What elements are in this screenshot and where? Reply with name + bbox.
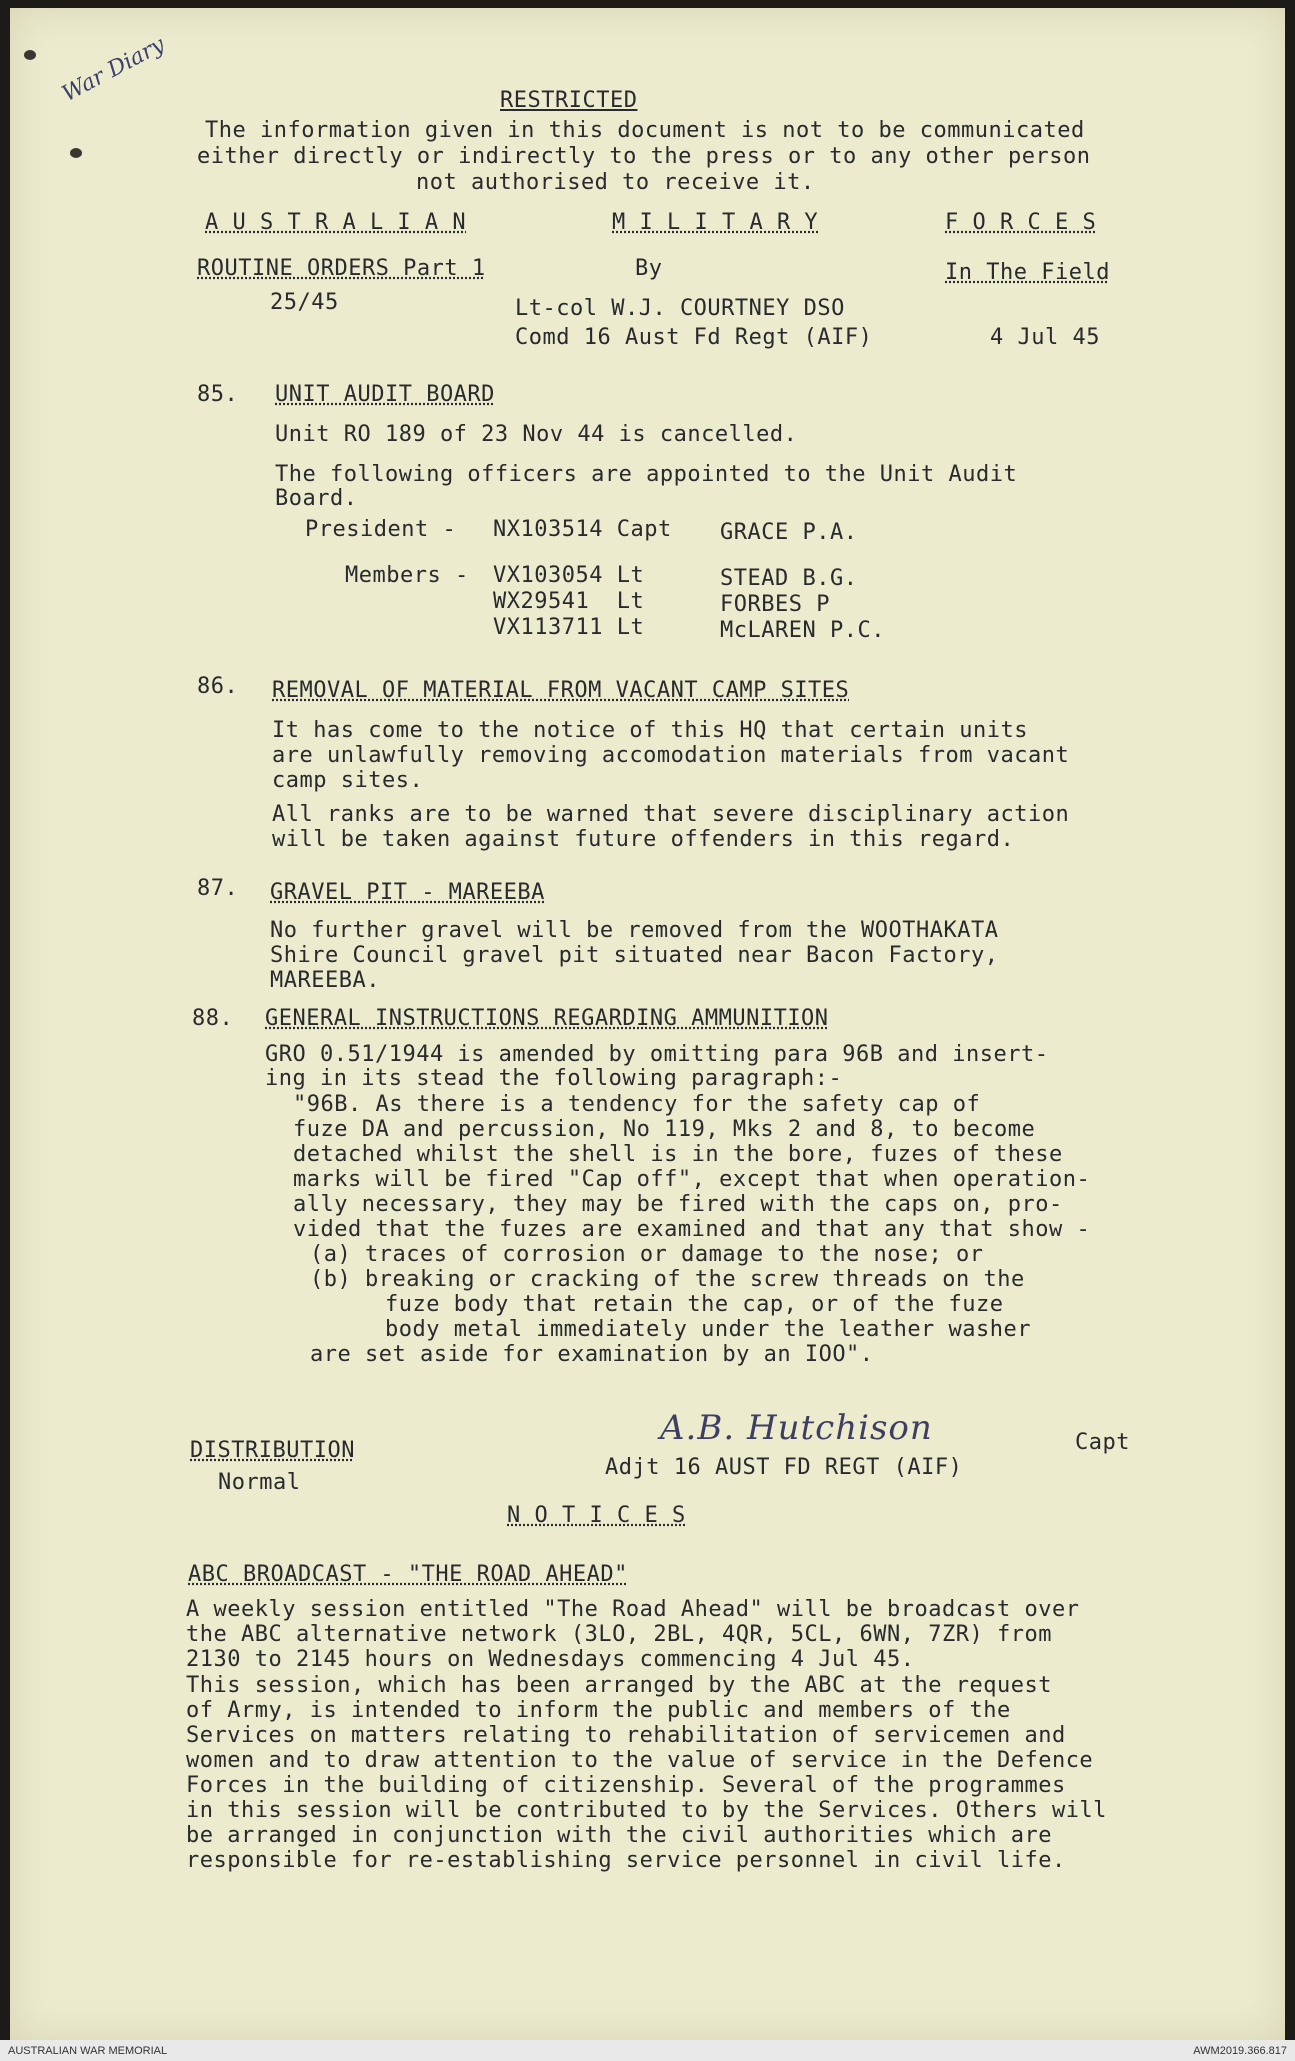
notice-line: The information given in this document is not to be communicated xyxy=(205,118,1085,143)
order-87-line: No further gravel will be removed from the WOOTHAKATA xyxy=(270,918,999,943)
order-85-line: Unit RO 189 of 23 Nov 44 is cancelled. xyxy=(275,422,798,447)
order-88-line: ally necessary, they may be fired with the caps on, pro- xyxy=(293,1192,1063,1217)
member-number: VX103054 Lt xyxy=(493,563,645,588)
routine-orders: ROUTINE ORDERS Part 1 xyxy=(197,256,486,281)
signatory-rank: Capt xyxy=(1075,1430,1130,1455)
member-name: FORBES P xyxy=(720,592,830,617)
order-88-line: marks will be fired "Cap off", except that when operation- xyxy=(293,1167,1091,1192)
notice-paragraph-line: women and to draw attention to the value of service in the Defence xyxy=(186,1748,1094,1773)
order-title-86: REMOVAL OF MATERIAL FROM VACANT CAMP SITES xyxy=(272,678,850,703)
notice-paragraph-line: in this session will be contributed to by the Services. Others will xyxy=(186,1798,1107,1823)
members-role: Members - xyxy=(345,563,469,588)
order-88-line: are set aside for examination by an IOO". xyxy=(310,1342,874,1367)
signatory-appointment: Adjt 16 AUST FD REGT (AIF) xyxy=(605,1455,963,1480)
order-86-line: are unlawfully removing accomodation materials from vacant xyxy=(272,743,1070,768)
notice-line: not authorised to receive it. xyxy=(416,170,815,195)
archive-footer xyxy=(0,2040,1295,2061)
document-date: 4 Jul 45 xyxy=(990,325,1100,350)
punch-hole xyxy=(70,148,82,158)
notice-paragraph-line: Services on matters relating to rehabilitation of servicemen and xyxy=(186,1723,1066,1748)
order-88-line: fuze body that retain the cap, or of the fuze xyxy=(385,1292,1004,1317)
notices-heading: N O T I C E S xyxy=(507,1503,686,1528)
order-88-line: (a) traces of corrosion or damage to the nose; or xyxy=(310,1242,984,1267)
order-number-86: 86. xyxy=(197,674,239,699)
order-title-87: GRAVEL PIT - MAREEBA xyxy=(270,880,545,905)
notice-title: ABC BROADCAST - "THE ROAD AHEAD" xyxy=(188,1562,628,1587)
by-label: By xyxy=(635,256,663,281)
force-military: M I L I T A R Y xyxy=(612,210,819,235)
footer-institution: AUSTRALIAN WAR MEMORIAL xyxy=(8,2044,168,2057)
command: Comd 16 Aust Fd Regt (AIF) xyxy=(515,325,873,350)
order-title-88: GENERAL INSTRUCTIONS REGARDING AMMUNITION xyxy=(265,1006,829,1031)
president-role: President - xyxy=(305,517,457,542)
order-88-line: detached whilst the shell is in the bore, fuzes of these xyxy=(293,1142,1063,1167)
order-87-line: MAREEBA. xyxy=(270,968,380,993)
notice-line: either directly or indirectly to the press or to any other person xyxy=(197,144,1091,169)
order-86-line: It has come to the notice of this HQ that certain units xyxy=(272,718,1028,743)
order-number: 25/45 xyxy=(270,290,339,315)
president-number: NX103514 Capt xyxy=(493,517,672,542)
order-title-85: UNIT AUDIT BOARD xyxy=(275,382,495,407)
member-number: WX29541 Lt xyxy=(493,589,645,614)
order-85-line: Board. xyxy=(275,486,358,511)
handwritten-note: War Diary xyxy=(58,32,169,107)
restricted-heading: RESTRICTED xyxy=(500,88,638,113)
order-number-87: 87. xyxy=(197,876,239,901)
order-88-line: GRO 0.51/1944 is amended by omitting para 96B and insert- xyxy=(265,1042,1049,1067)
footer-accession-number: AWM2019.366.817 xyxy=(1193,2044,1287,2057)
order-88-line: "96B. As there is a tendency for the safety cap of xyxy=(293,1092,981,1117)
order-88-line: vided that the fuzes are examined and that any that show - xyxy=(293,1217,1091,1242)
member-name: McLAREN P.C. xyxy=(720,618,885,643)
punch-hole xyxy=(24,50,36,60)
notice-paragraph-line: This session, which has been arranged by the ABC at the request xyxy=(186,1673,1052,1698)
president-name: GRACE P.A. xyxy=(720,520,858,545)
notice-paragraph-line: responsible for re-establishing service personnel in civil life. xyxy=(186,1848,1066,1873)
in-the-field: In The Field xyxy=(945,260,1110,285)
force-australian: A U S T R A L I A N xyxy=(205,210,467,235)
notice-paragraph-line: be arranged in conjunction with the civil authorities which are xyxy=(186,1823,1052,1848)
order-88-line: (b) breaking or cracking of the screw threads on the xyxy=(310,1267,1025,1292)
order-87-line: Shire Council gravel pit situated near Bacon Factory, xyxy=(270,943,999,968)
force-forces: F O R C E S xyxy=(945,210,1097,235)
order-86-line: camp sites. xyxy=(272,768,424,793)
order-number-88: 88. xyxy=(192,1006,234,1031)
member-name: STEAD B.G. xyxy=(720,566,858,591)
order-85-line: The following officers are appointed to the Unit Audit xyxy=(275,462,1018,487)
order-86-line: All ranks are to be warned that severe disciplinary action xyxy=(272,802,1070,827)
notice-paragraph-line: 2130 to 2145 hours on Wednesdays commencing 4 Jul 45. xyxy=(186,1647,915,1672)
distribution-label: DISTRIBUTION xyxy=(190,1438,355,1463)
order-86-line: will be taken against future offenders in this regard. xyxy=(272,827,1015,852)
order-88-line: fuze DA and percussion, No 119, Mks 2 and 8, to become xyxy=(293,1117,1036,1142)
order-88-line: ing in its stead the following paragraph:- xyxy=(265,1066,843,1091)
commander: Lt-col W.J. COURTNEY DSO xyxy=(515,296,845,321)
order-number-85: 85. xyxy=(197,382,239,407)
notice-paragraph-line: the ABC alternative network (3LO, 2BL, 4QR, 5CL, 6WN, 7ZR) from xyxy=(186,1622,1052,1647)
distribution-value: Normal xyxy=(218,1470,301,1495)
handwritten-signature: A.B. Hutchison xyxy=(660,1408,933,1448)
order-88-line: body metal immediately under the leather washer xyxy=(385,1317,1032,1342)
member-number: VX113711 Lt xyxy=(493,615,645,640)
notice-paragraph-line: Forces in the building of citizenship. Several of the programmes xyxy=(186,1773,1066,1798)
notice-paragraph-line: A weekly session entitled "The Road Ahead" will be broadcast over xyxy=(186,1597,1080,1622)
notice-paragraph-line: of Army, is intended to inform the public and members of the xyxy=(186,1698,1011,1723)
